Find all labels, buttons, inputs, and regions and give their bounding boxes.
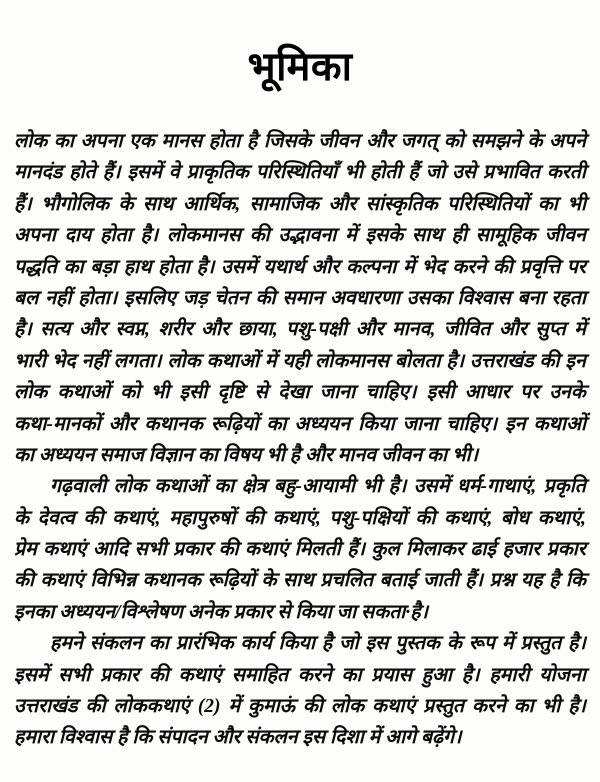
word: दाय <box>64 225 92 247</box>
word: में <box>264 350 277 372</box>
word: को <box>443 131 464 152</box>
word: और <box>366 131 394 152</box>
word: छाया, <box>237 319 278 341</box>
word: में <box>228 696 241 718</box>
word: उत्तराखंड <box>470 350 534 372</box>
word: कथाओं <box>533 413 586 435</box>
word: कथानक <box>144 413 203 435</box>
word: लोक <box>330 696 365 718</box>
text-line <box>14 252 586 283</box>
word: की <box>85 696 106 718</box>
word: लोकमानस <box>315 350 390 372</box>
word: और <box>311 256 340 278</box>
word: इस <box>365 633 389 655</box>
word: चाहिए। <box>446 413 498 435</box>
word: कथाओं <box>206 350 259 372</box>
word: मानदंड <box>14 162 63 184</box>
word: साथ <box>142 193 174 215</box>
word: इसी <box>426 382 455 404</box>
word: पर <box>566 256 586 278</box>
word: कथाएं, <box>272 507 321 529</box>
word: की <box>218 539 239 561</box>
word: और <box>328 193 357 215</box>
word: महापुरुषों <box>169 507 236 529</box>
word: समान <box>282 287 324 309</box>
word: लोक <box>14 131 48 152</box>
word: परिस्थितियों <box>447 193 529 215</box>
word: एक <box>129 131 155 152</box>
word: प्रश्न <box>489 570 515 592</box>
word: जिसके <box>263 131 312 152</box>
word: की <box>249 225 270 247</box>
text-line <box>14 314 586 345</box>
word: बोलता <box>394 350 441 372</box>
word: इसके <box>365 225 404 247</box>
word: की <box>14 570 35 592</box>
body-text <box>14 126 586 754</box>
word: जीवित <box>443 319 491 341</box>
word: है। <box>196 256 215 278</box>
word: बताई <box>379 570 417 592</box>
word: प्रस्तुत <box>423 696 465 718</box>
text-line <box>14 565 586 596</box>
word: भी <box>150 382 170 404</box>
word: ढाई <box>470 539 497 561</box>
word: भी <box>567 193 586 215</box>
word: हैं। <box>465 570 483 592</box>
word: हैं <box>408 162 419 184</box>
word: लोक <box>113 476 147 498</box>
word: है <box>246 131 258 152</box>
word: संकलन <box>89 633 142 655</box>
word: हमने <box>50 633 83 655</box>
word: जगत् <box>400 131 438 152</box>
word: क्षेत्र <box>241 476 267 498</box>
word: है। <box>461 664 480 686</box>
word: जो <box>425 162 446 184</box>
word: प्रस्तुत <box>520 633 562 655</box>
text-line <box>14 189 586 220</box>
word: सामूहिक <box>475 225 536 247</box>
word: समझने <box>470 131 521 152</box>
word: कथाएं <box>371 696 416 718</box>
word: परिस्थितियाँ <box>255 162 338 184</box>
word: शरीर <box>158 319 193 341</box>
word: में <box>574 319 586 341</box>
word: लोक <box>14 382 48 404</box>
word: और <box>355 319 384 341</box>
word: उसे <box>452 162 477 184</box>
word: पद्धति <box>14 256 57 278</box>
word: है। <box>446 350 465 372</box>
word: है। <box>568 696 586 718</box>
word: साथ <box>412 225 443 247</box>
word: सांस्कृतिक <box>365 193 438 215</box>
word: और <box>201 319 230 341</box>
word: और <box>498 319 527 341</box>
text-line <box>14 409 586 440</box>
word: है। <box>14 319 32 341</box>
word: करने <box>471 696 506 718</box>
text-line <box>14 157 586 188</box>
word: चाहिए। <box>365 382 417 404</box>
word: कथाएं, <box>444 507 493 529</box>
word: धर्म-गाथाएं, <box>456 476 537 498</box>
word: की <box>302 696 323 718</box>
word: होती <box>369 162 402 184</box>
word: आधार <box>464 382 510 404</box>
word: जाना <box>402 413 439 435</box>
word: जीवन <box>544 225 586 247</box>
word: प्रारंभिक <box>175 633 234 655</box>
word: वे <box>168 162 180 184</box>
word: बोध <box>500 507 530 529</box>
word: है। <box>388 476 407 498</box>
word: मिलाकर <box>406 539 464 561</box>
word: बल <box>14 287 39 309</box>
word: होता। <box>78 287 118 309</box>
paragraph <box>14 471 586 628</box>
word: का <box>537 193 558 215</box>
word: कथाएं <box>178 664 222 686</box>
word: प्रकार <box>99 664 140 686</box>
paragraph <box>14 126 586 471</box>
word: प्राकृतिक <box>186 162 249 184</box>
word: की <box>243 507 264 529</box>
text-line <box>14 660 586 691</box>
word: कल्पना <box>346 256 397 278</box>
word: प्रचलित <box>320 570 374 592</box>
word: विश्वास <box>457 287 511 309</box>
word: उनके <box>549 382 586 404</box>
word: की <box>83 507 104 529</box>
word: में <box>403 256 415 278</box>
word: रूप <box>468 633 495 655</box>
word: का <box>53 131 74 152</box>
word: दृष्टि <box>217 382 245 404</box>
word: किया <box>278 633 316 655</box>
word: मिलती <box>294 539 341 561</box>
text-line: का अध्ययन समाज विज्ञान का विषय भी है और मानव जीवन का भी। <box>14 444 479 466</box>
word: विभिन्न <box>90 570 137 592</box>
word: साथ <box>283 570 314 592</box>
word: होता <box>158 256 190 278</box>
word: लगता। <box>113 350 162 372</box>
word: होते <box>69 162 96 184</box>
word: कथाओं <box>57 382 110 404</box>
word: गढ़वाली <box>50 476 107 498</box>
word: अध्ययन <box>294 413 351 435</box>
word: है <box>321 633 333 655</box>
word: सत्य <box>40 319 71 341</box>
text-line <box>14 220 586 251</box>
text-line <box>14 346 586 377</box>
word: का <box>148 633 169 655</box>
word: भौगोलिक <box>41 193 110 215</box>
word: इसमें <box>14 664 49 686</box>
word: हैं। <box>14 193 32 215</box>
word: प्रेम <box>14 539 37 561</box>
word: कुमाऊं <box>248 696 296 718</box>
word: का <box>63 256 84 278</box>
word: प्रयास <box>371 664 412 686</box>
text-line <box>14 503 586 534</box>
word: अपना <box>80 131 123 152</box>
word: में <box>345 225 357 247</box>
word: अपने <box>549 131 586 152</box>
word: प्रकार <box>173 539 213 561</box>
word: रूढ़ियों <box>210 413 259 435</box>
word: उसमें <box>221 256 257 278</box>
word: कथा-मानकों <box>14 413 101 435</box>
word: के <box>118 193 134 215</box>
word: करने <box>297 664 332 686</box>
word: इन <box>565 350 586 372</box>
word: होता <box>208 131 241 152</box>
paragraph <box>14 628 586 754</box>
word: कथाएं <box>245 539 289 561</box>
word: और <box>78 319 107 341</box>
word: सुप्त <box>535 319 566 341</box>
word: (2) <box>197 696 221 718</box>
word: बड़ा <box>90 256 117 278</box>
word: नहीं <box>45 287 72 309</box>
word: जीवन <box>318 131 360 152</box>
word: है। <box>140 225 159 247</box>
word: भेद <box>421 256 446 278</box>
word: हैं। <box>102 162 121 184</box>
text-line <box>14 283 586 314</box>
word: बहु-आयामी <box>273 476 355 498</box>
word: उत्तराखंड <box>14 696 78 718</box>
word: लोककथाएं <box>113 696 190 718</box>
word: यथार्थ <box>263 256 305 278</box>
word: और <box>108 413 137 435</box>
word: जाना <box>319 382 356 404</box>
word: अपना <box>14 225 56 247</box>
word: का <box>266 413 287 435</box>
word: है। <box>568 633 586 655</box>
text-line <box>14 691 586 722</box>
word: भी <box>541 696 561 718</box>
word: की <box>415 507 436 529</box>
word: पर <box>520 382 540 404</box>
word: मानव, <box>392 319 436 341</box>
word: भी <box>344 162 363 184</box>
word: है <box>549 570 560 592</box>
word: करने <box>452 256 487 278</box>
word: नहीं <box>81 350 108 372</box>
word: करती <box>546 162 586 184</box>
word: की <box>255 287 276 309</box>
text-line <box>14 534 586 565</box>
word: प्रकार <box>546 539 586 561</box>
word: कथाएं <box>40 570 84 592</box>
word: भी <box>362 476 382 498</box>
word: सामाजिक <box>249 193 320 215</box>
word: का <box>513 696 534 718</box>
word: कथाएं, <box>112 507 161 529</box>
word: रूढ़ियों <box>207 570 255 592</box>
word: कथाएं <box>43 539 87 561</box>
word: पशु-पक्षियों <box>329 507 407 529</box>
text-line: इनका अध्ययन/विश्लेषण अनेक प्रकार से किया जा सकता·है। <box>14 601 428 623</box>
text-line <box>14 628 586 659</box>
word: के <box>446 633 462 655</box>
word: प्रकृति <box>543 476 586 498</box>
word: हैं। <box>347 539 365 561</box>
word: भेद <box>51 350 76 372</box>
word: सभी <box>134 539 167 561</box>
text-line: हमारा विश्वास है कि संपादन और संकलन इस दिशा में आगे बढ़ेंगे। <box>14 727 462 749</box>
word: इसलिए <box>124 287 176 309</box>
word: हमारी <box>489 664 530 686</box>
word: से <box>254 382 268 404</box>
word: पुस्तक <box>395 633 440 655</box>
word: जाती <box>423 570 459 592</box>
word: प्रभावित <box>483 162 540 184</box>
word: इसमें <box>127 162 162 184</box>
word: का <box>214 476 235 498</box>
word: की <box>148 664 169 686</box>
word: उसमें <box>413 476 450 498</box>
word: ही <box>451 225 467 247</box>
word: का <box>341 664 362 686</box>
word: के <box>261 570 277 592</box>
text-line <box>14 377 586 408</box>
word: मानस <box>161 131 203 152</box>
word: अवधारणा <box>329 287 400 309</box>
word: की <box>539 350 560 372</box>
word: आर्थिक, <box>182 193 241 215</box>
word: हजार <box>502 539 541 561</box>
word: लोकमानस <box>166 225 241 247</box>
word: को <box>120 382 141 404</box>
word: में <box>501 633 514 655</box>
word: कथाओं <box>154 476 207 498</box>
word: चेतन <box>214 287 249 309</box>
word: यह <box>520 570 543 592</box>
word: देवत्व <box>37 507 75 529</box>
word: कि <box>565 570 586 592</box>
word: भारी <box>14 350 46 372</box>
word: पशु-पक्षी <box>286 319 348 341</box>
word: के <box>14 507 29 529</box>
word: देखा <box>278 382 310 404</box>
word: कुल <box>371 539 400 561</box>
word: कार्य <box>240 633 272 655</box>
word: किया <box>358 413 395 435</box>
word: समाहित <box>231 664 289 686</box>
word: इसी <box>179 382 208 404</box>
word: होता <box>100 225 132 247</box>
text-line <box>14 471 586 502</box>
word: यही <box>282 350 310 372</box>
word: सभी <box>58 664 91 686</box>
word: कथाएं, <box>537 507 586 529</box>
word: की <box>492 256 513 278</box>
word: स्वप्न, <box>115 319 150 341</box>
text-line <box>14 126 586 157</box>
word: लोक <box>167 350 201 372</box>
word: इन <box>505 413 526 435</box>
word: प्रवृत्ति <box>519 256 561 278</box>
word: रहता <box>551 287 586 309</box>
page-title: भूमिका <box>247 44 353 89</box>
word: बना <box>517 287 545 309</box>
word: उद्भावना <box>278 225 337 247</box>
word: योजना <box>539 664 586 686</box>
word: हुआ <box>421 664 452 686</box>
word: उसका <box>406 287 451 309</box>
word: के <box>527 131 543 152</box>
word: जो <box>339 633 359 655</box>
word: कथानक <box>142 570 201 592</box>
word: हाथ <box>123 256 152 278</box>
word: आदि <box>92 539 129 561</box>
word: जड़ <box>182 287 208 309</box>
